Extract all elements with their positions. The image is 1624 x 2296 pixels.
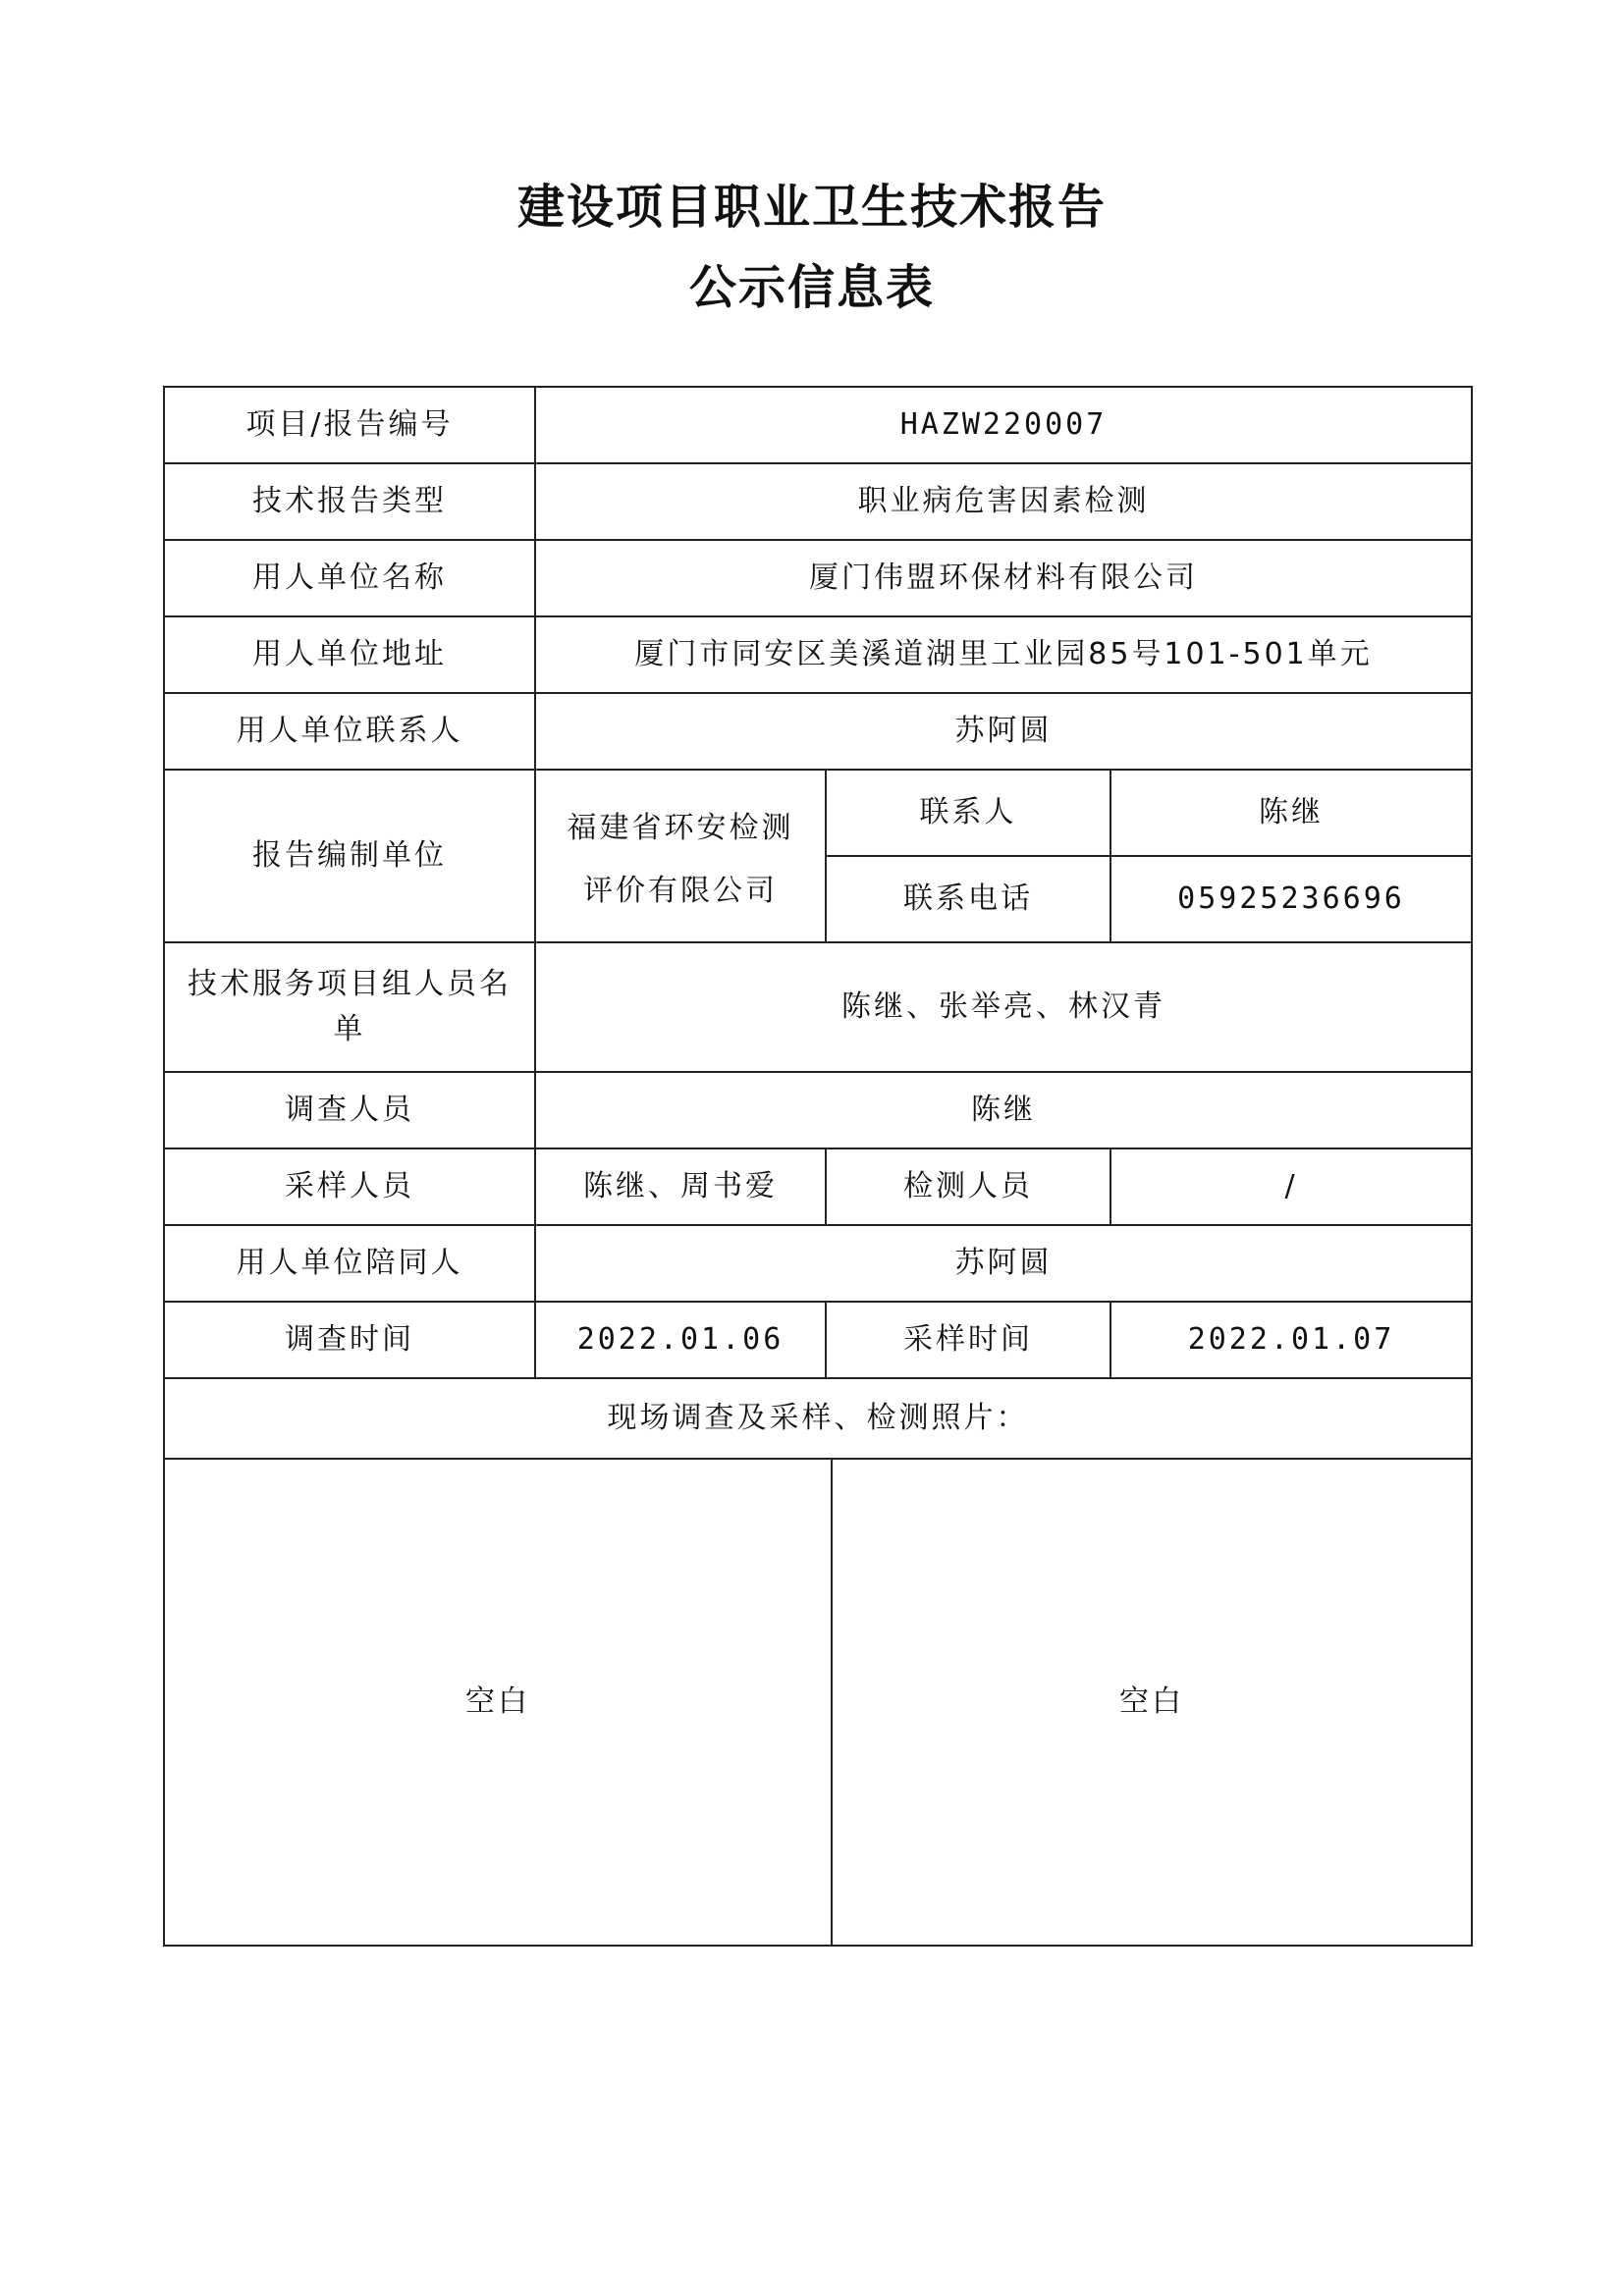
contact-phone-value: 05925236696: [1110, 856, 1472, 942]
table-row: [164, 1302, 1472, 1378]
survey-date-value: 2022.01.06: [535, 1302, 826, 1378]
compiler-value-line1: 福建省环安检测: [567, 811, 794, 845]
table-row: [164, 387, 1472, 463]
sampling-date-value: 2022.01.07: [1110, 1302, 1472, 1378]
team-label-line1: 技术服务项目组人员名: [188, 967, 512, 1001]
compiler-label: 报告编制单位: [164, 770, 535, 942]
document-subtitle: 公示信息表: [688, 260, 935, 315]
table-row: [164, 1225, 1472, 1302]
table-row: [164, 770, 1472, 856]
report-type-value: 职业病危害因素检测: [535, 463, 1472, 540]
investigator-value: 陈继: [535, 1072, 1472, 1148]
team-value: 陈继、张举亮、林汉青: [535, 942, 1472, 1072]
team-label: [164, 942, 535, 1072]
sampling-date-label: 采样时间: [826, 1302, 1110, 1378]
investigator-label: 调查人员: [164, 1072, 535, 1148]
photos-label: 现场调查及采样、检测照片：: [164, 1378, 1472, 1459]
employer-address-label: 用人单位地址: [164, 616, 535, 693]
report-type-label: 技术报告类型: [164, 463, 535, 540]
photos-area: [164, 1459, 1472, 1946]
table-row: [164, 693, 1472, 770]
escort-label: 用人单位陪同人: [164, 1225, 535, 1302]
employer-contact-label: 用人单位联系人: [164, 693, 535, 770]
compiler-value: [535, 770, 826, 942]
table-row: [164, 1378, 1472, 1459]
table-row: [164, 1148, 1472, 1225]
sampler-label: 采样人员: [164, 1148, 535, 1225]
employer-contact-value: 苏阿圆: [535, 693, 1472, 770]
employer-name-value: 厦门伟盟环保材料有限公司: [535, 540, 1472, 616]
tester-value: /: [1110, 1148, 1472, 1225]
photo-right-placeholder: 空白: [1119, 1684, 1184, 1719]
table-row: [164, 1459, 1472, 1946]
contact-phone-label: 联系电话: [826, 856, 1110, 942]
escort-value: 苏阿圆: [535, 1225, 1472, 1302]
table-row: [164, 1072, 1472, 1148]
table-row: [164, 540, 1472, 616]
info-form-table: [163, 386, 1473, 1947]
team-label-line2: 单: [333, 1012, 366, 1046]
table-row: [164, 463, 1472, 540]
table-row: [164, 942, 1472, 1072]
sampler-value: 陈继、周书爱: [535, 1148, 826, 1225]
photo-left-placeholder: 空白: [165, 1460, 832, 1945]
employer-address-value: 厦门市同安区美溪道湖里工业园85号101-501单元: [535, 616, 1472, 693]
employer-name-label: 用人单位名称: [164, 540, 535, 616]
contact-person-value: 陈继: [1110, 770, 1472, 856]
table-row: [164, 616, 1472, 693]
survey-date-label: 调查时间: [164, 1302, 535, 1378]
compiler-value-line2: 评价有限公司: [583, 874, 778, 908]
tester-label: 检测人员: [826, 1148, 1110, 1225]
contact-person-label: 联系人: [826, 770, 1110, 856]
report-no-value: HAZW220007: [535, 387, 1472, 463]
report-no-label: 项目/报告编号: [164, 387, 535, 463]
document-title: 建设项目职业卫生技术报告: [516, 180, 1107, 235]
